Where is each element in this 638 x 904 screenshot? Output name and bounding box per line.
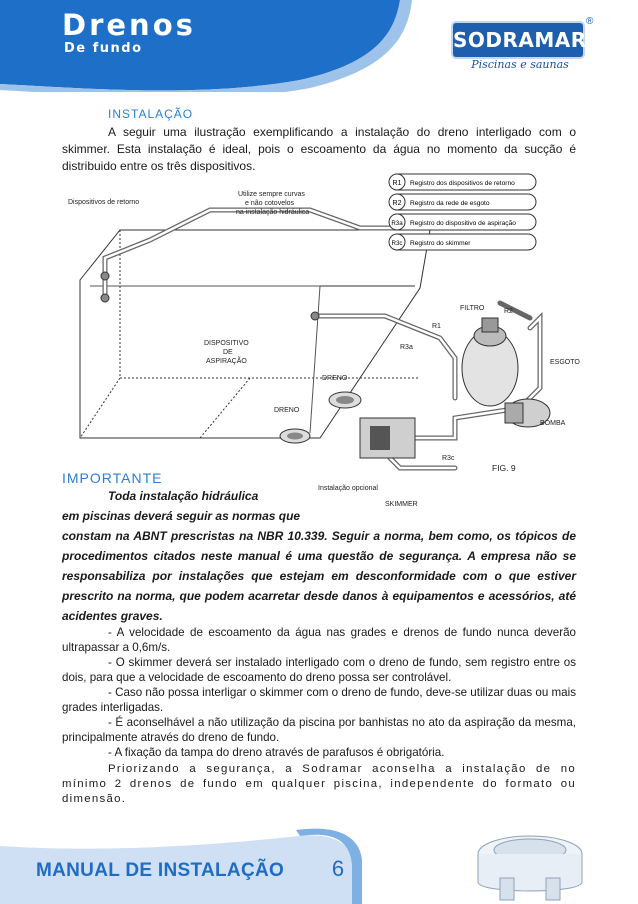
- installation-paragraph: A seguir uma ilustração exemplificando a instalação do dreno interligado com o skimmer. Esta instalação é ideal, pois o escoamento da água no momento da sucção é distribuido entre os três dispositivos.: [62, 125, 576, 173]
- page-header: [0, 0, 638, 92]
- filter-tank: [462, 318, 518, 406]
- label-sewer: ESGOTO: [550, 359, 580, 366]
- label-filter: FILTRO: [460, 305, 485, 312]
- figure-caption: FIG. 9: [492, 463, 516, 473]
- drain-product-image: [478, 836, 582, 900]
- label-r3a: R3a: [400, 344, 413, 351]
- footer-title: MANUAL DE INSTALAÇÃO: [36, 860, 285, 881]
- registered-mark: ®: [586, 16, 594, 27]
- legend-code-r1: R1: [392, 180, 402, 187]
- installation-diagram: [60, 168, 580, 508]
- bullet-item: - A fixação da tampa do dreno através de parafusos é obrigatória.: [108, 746, 445, 759]
- label-drain-lower: DRENO: [274, 407, 300, 414]
- legend-text-r2: Registro da rede de esgoto: [410, 200, 490, 207]
- legend-text-r1: Registro dos dispositivos de retorno: [410, 180, 515, 187]
- bullet-item: - A velocidade de escoamento da água nas grades e drenos de fundo nunca deverão ultrapassar a 0,6m/s.: [62, 626, 576, 654]
- label-curves-1: Utilize sempre curvas: [238, 191, 305, 198]
- drain-devices: [280, 392, 361, 443]
- label-drain-upper: DRENO: [322, 375, 348, 382]
- bullet-item: - Caso não possa interligar o skimmer com o dreno de fundo, deve-se utilizar duas ou mais grades interligadas.: [62, 686, 576, 714]
- label-curves-3: na instalação hidráulica: [236, 209, 310, 216]
- label-device-1: DISPOSITIVO: [204, 340, 249, 347]
- installation-heading: INSTALAÇÃO: [108, 107, 194, 121]
- label-curves-2: e não cotovelos: [245, 200, 295, 207]
- important-line-2: em piscinas deverá seguir as normas que: [62, 509, 301, 523]
- legend-code-r3a: R3a: [391, 220, 403, 227]
- label-pump: BOMBA: [540, 420, 566, 427]
- closing-paragraph: Priorizando a segurança, a Sodramar aconselha a instalação de no mínimo 2 drenos de fundo em qualquer piscina, independente do formato ou dimensão.: [62, 763, 576, 805]
- skimmer: [360, 418, 415, 458]
- brand-logo: SODRAMAR: [453, 23, 583, 57]
- legend-code-r2: R2: [392, 200, 402, 207]
- label-device-2: DE: [223, 349, 233, 356]
- pool-outline: [80, 230, 430, 438]
- label-device-3: ASPIRAÇÃO: [206, 358, 247, 365]
- header-subtitle: De fundo: [64, 41, 143, 56]
- legend-code-r3c: R3c: [391, 240, 403, 247]
- label-skimmer: SKIMMER: [385, 501, 418, 508]
- header-title: Drenos: [62, 8, 196, 42]
- page-number: 6: [331, 856, 345, 881]
- important-line-1: Toda instalação hidráulica: [108, 489, 259, 503]
- label-optional: Instalação opcional: [318, 485, 378, 492]
- label-r1: R1: [432, 323, 441, 330]
- valve-legend: [389, 174, 536, 250]
- legend-text-r3c: Registro do skimmer: [410, 240, 471, 247]
- important-heading: IMPORTANTE: [62, 470, 163, 486]
- important-paragraph: constam na ABNT prescristas na NBR 10.339. Seguir a norma, bem como, os tópicos de procedimentos citados neste manual é uma questão de segurança. A empresa não se responsabiliza por instalações que estejam em desconformidade com o que estiver prescrito na norma, que podem acarretar desde danos à equipamentos e acessórios, até acidentes graves.: [62, 529, 576, 623]
- bullet-item: - O skimmer deverá ser instalado interligado com o dreno de fundo, sem registro entre os dois, para que a velocidade de escoamento do dreno possa ser controlável.: [62, 656, 576, 684]
- legend-text-r3a: Registro do dispositivo de aspiração: [410, 220, 516, 227]
- label-r3c: R3c: [442, 455, 455, 462]
- bullet-item: - É aconselhável a não utilização da piscina por banhistas no ato da aspiração da mesma, principalmente através do dreno de fundo.: [62, 716, 576, 744]
- label-return-devices: Dispositivos de retorno: [68, 199, 140, 206]
- brand-tagline: Piscinas e saunas: [471, 58, 569, 71]
- label-r2: R2: [504, 308, 513, 315]
